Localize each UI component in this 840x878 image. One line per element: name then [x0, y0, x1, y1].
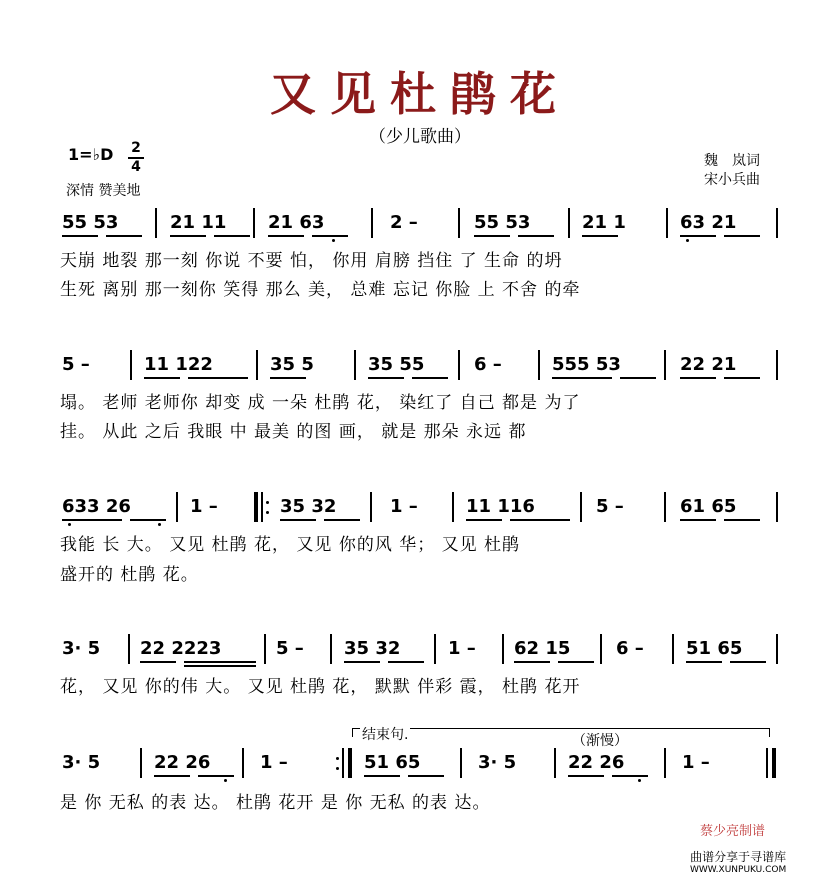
key-signature: 1=♭D: [68, 145, 114, 164]
lyric-line: 我能 长 大。 又见 杜鹃 花， 又见 你的风 华； 又见 杜鹃: [60, 535, 521, 555]
measure: 21 1: [582, 212, 626, 233]
footer-credit: [690, 848, 786, 875]
tempo-mark: （渐慢）: [570, 730, 630, 750]
measure: 35 5: [270, 354, 314, 375]
measure: 51 65: [686, 638, 743, 659]
measure: 22 26: [154, 752, 211, 773]
measure: 6 –: [474, 354, 502, 375]
measure: 55 53: [62, 212, 119, 233]
measure: 6 –: [616, 638, 644, 659]
ending-bracket: [352, 728, 770, 737]
time-signature-top: 2: [131, 140, 141, 156]
measure: 3· 5: [62, 752, 101, 773]
measure: 63 21: [680, 212, 737, 233]
lyricist-credit: 魏 岚词: [704, 153, 760, 169]
measure: 35 55: [368, 354, 425, 375]
time-signature-bottom: 4: [131, 158, 141, 175]
lyric-line: 是 你 无私 的表 达。 杜鹃 花开 是 你 无私 的表 达。: [60, 793, 491, 813]
measure: 555 53: [552, 354, 621, 375]
measure: 5 –: [596, 496, 624, 517]
measure: 11 116: [466, 496, 535, 517]
lyric-line: 花， 又见 你的伟 大。 又见 杜鹃 花， 默默 伴彩 霞， 杜鹃 花开: [60, 677, 581, 697]
measure: 1 –: [260, 752, 288, 773]
measure: 1 –: [190, 496, 218, 517]
notation-system-3: [60, 492, 784, 532]
measure: 3· 5: [478, 752, 517, 773]
lyric-line: 生死 离别 那一刻你 笑得 那么 美， 总难 忘记 你脸 上 不舍 的牵: [60, 280, 581, 300]
measure: 35 32: [344, 638, 401, 659]
lyric-line: 塌。 老师 老师你 却变 成 一朵 杜鹃 花， 染红了 自己 都是 为了: [60, 393, 581, 413]
measure: 61 65: [680, 496, 737, 517]
measure: 1 –: [682, 752, 710, 773]
measure: 1 –: [448, 638, 476, 659]
measure: 633 26: [62, 496, 131, 517]
measure: 5 –: [62, 354, 90, 375]
measure: 2 –: [390, 212, 418, 233]
page-title: 又见杜鹃花: [270, 67, 570, 121]
footer-line-2: WWW.XUNPUKU.COM: [690, 865, 787, 875]
measure: 1 –: [390, 496, 418, 517]
arranger-watermark: 蔡少亮制谱: [700, 824, 766, 839]
measure: 51 65: [364, 752, 421, 773]
lyric-line: 盛开的 杜鹃 花。: [60, 565, 199, 585]
measure: 11 122: [144, 354, 213, 375]
notation-system-5: [60, 748, 784, 788]
measure: 21 11: [170, 212, 227, 233]
lyric-line: 天崩 地裂 那一刻 你说 不要 怕， 你用 肩膀 挡住 了 生命 的坍: [60, 251, 563, 271]
ending-label: 结束句.: [360, 724, 410, 744]
expression-mark: 深情 赞美地: [66, 183, 141, 199]
measure: 3· 5: [62, 638, 101, 659]
notation-system-4: [60, 634, 784, 674]
composer-credit: 宋小兵曲: [704, 172, 760, 188]
measure: 22 2223: [140, 638, 222, 659]
footer-line-1: 曲谱分享于寻谱库: [690, 850, 787, 864]
time-signature: [128, 141, 144, 175]
subtitle: （少儿歌曲）: [369, 127, 471, 147]
measure: 35 32: [280, 496, 337, 517]
measure: 62 15: [514, 638, 571, 659]
measure: 22 21: [680, 354, 737, 375]
notation-system-2: [60, 350, 784, 390]
measure: 22 26: [568, 752, 625, 773]
notation-system-1: [60, 208, 784, 248]
measure: 5 –: [276, 638, 304, 659]
measure: 21 63: [268, 212, 325, 233]
lyric-line: 挂。 从此 之后 我眼 中 最美 的图 画， 就是 那朵 永远 都: [60, 422, 527, 442]
measure: 55 53: [474, 212, 531, 233]
